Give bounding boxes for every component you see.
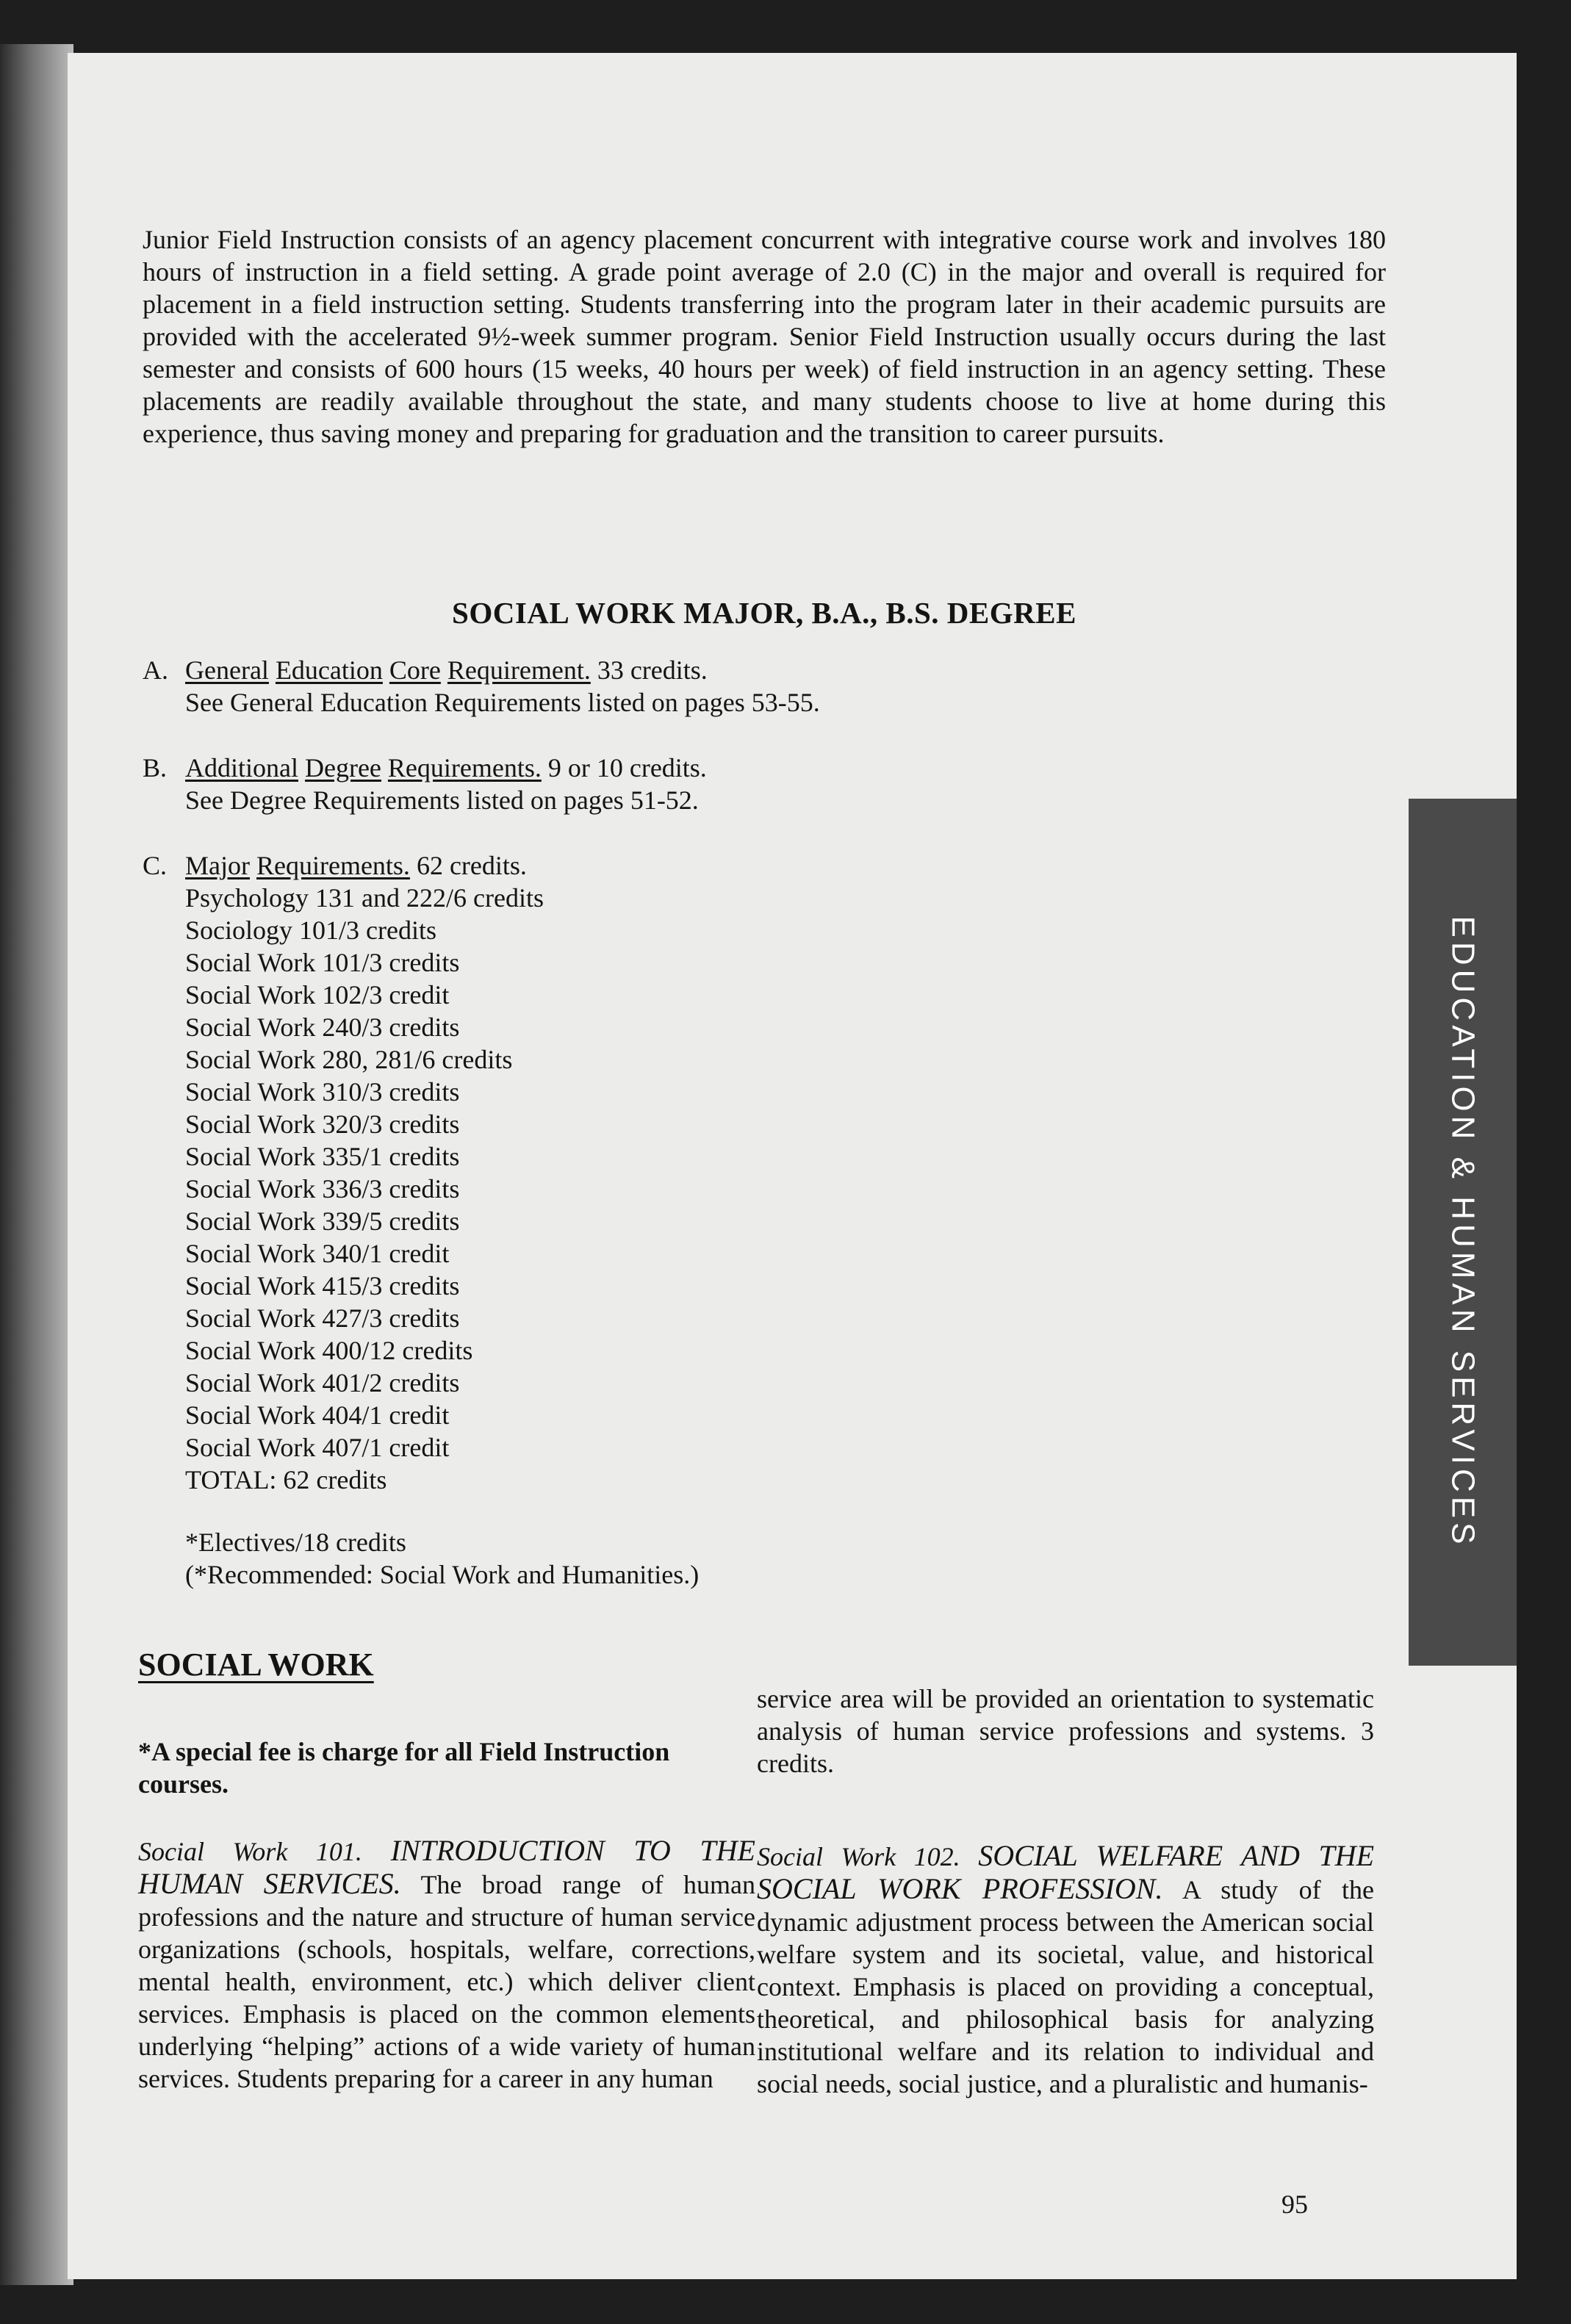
requirement-a (143, 654, 1171, 719)
requirement-letter: A. (143, 655, 168, 685)
course-list-item: Social Work 102/3 credit (185, 980, 450, 1010)
course-list-item: Social Work 415/3 credits (185, 1271, 460, 1300)
course-list-item: Social Work 401/2 credits (185, 1368, 460, 1397)
requirement-c (143, 849, 1171, 1496)
section-side-tab (1409, 799, 1517, 1666)
fee-note: *A special fee is charge for all Field Instruction courses. (138, 1737, 670, 1799)
course-list-item: Social Work 400/12 credits (185, 1336, 473, 1365)
course-description: The broad range of human professions and the nature and structure of human service organizations (schools, hospitals, welfare, corrections, mental health, environment, etc.) which deliver client services. Emphasis is placed on the common elements underlying “helping” actions of a wide variety of human services. Students preparing for a career in any human (138, 1870, 755, 2093)
course-title: INTRODUCTION TO THE HUMAN SERVICES. (138, 1834, 755, 1900)
course-list-item: Social Work 339/5 credits (185, 1206, 460, 1236)
course-list-item: Social Work 427/3 credits (185, 1303, 460, 1333)
requirement-title-word: General (185, 655, 269, 685)
requirement-credits: 62 credits. (416, 851, 527, 880)
page-gutter (0, 44, 73, 2285)
requirement-title-word: Additional (185, 753, 298, 783)
course-list-item: Social Work 280, 281/6 credits (185, 1045, 513, 1074)
requirement-letter: B. (143, 753, 168, 783)
requirement-title-word: Requirement. (447, 655, 591, 685)
intro-paragraph: Junior Field Instruction consists of an agency placement concurrent with integrative course work and involves 180 hours of instruction in a field setting. A grade point average of 2.0 (C) in the major and overall is required for placement in a field instruction setting. Students transferring into the program later in their academic pursuits are provided with the accelerated 9½-week summer program. Senior Field Instruction usually occurs during the last semester and consists of 600 hours (15 weeks, 40 hours per week) of field instruction in an agency setting. These placements are readily available throughout the state, and many students choose to live at home during this experience, thus saving money and preparing for graduation and the transition to career pursuits. (143, 225, 1386, 448)
course-list-item: Psychology 131 and 222/6 credits (185, 883, 544, 913)
requirement-title-word: Core (389, 655, 441, 685)
course-number: Social Work 101. (138, 1837, 362, 1866)
course-list-item: Social Work 340/1 credit (185, 1239, 450, 1268)
course-list-item: Social Work 310/3 credits (185, 1077, 460, 1107)
major-heading: SOCIAL WORK MAJOR, B.A., B.S. DEGREE (452, 596, 1076, 630)
course-total: TOTAL: 62 credits (185, 1465, 387, 1494)
course-list-item: Social Work 336/3 credits (185, 1174, 460, 1204)
course-list-item: Social Work 240/3 credits (185, 1012, 460, 1042)
requirement-title-word: Education (275, 655, 383, 685)
side-tab-label: EDUCATION & HUMAN SERVICES (1445, 915, 1481, 1549)
document-page (68, 53, 1517, 2279)
course-101-continued: service area will be provided an orientation to systematic analysis of human service professions and systems. 3 credits. (757, 1684, 1374, 1778)
course-list-item: Social Work 404/1 credit (185, 1400, 450, 1430)
requirement-note: See Degree Requirements listed on pages 51-52. (185, 785, 699, 815)
course-number: Social Work 102. (757, 1842, 960, 1871)
requirement-title-word: Degree (304, 753, 381, 783)
course-101-entry (138, 1835, 755, 2095)
requirement-title-word: Requirements. (256, 851, 410, 880)
course-list-item: Social Work 335/1 credits (185, 1142, 460, 1171)
course-list-item: Social Work 320/3 credits (185, 1109, 460, 1139)
section-title: SOCIAL WORK (138, 1647, 374, 1683)
course-list-item: Sociology 101/3 credits (185, 915, 436, 945)
elective-notes (185, 1526, 699, 1591)
requirement-credits: 33 credits. (597, 655, 708, 685)
requirement-title-word: Major (185, 851, 250, 880)
requirement-letter: C. (143, 851, 168, 880)
page-number: 95 (1281, 2190, 1308, 2219)
requirement-credits: 9 or 10 credits. (547, 753, 707, 783)
recommended-line: (*Recommended: Social Work and Humanities.) (185, 1560, 700, 1589)
requirement-title-word: Requirements. (387, 753, 542, 783)
requirement-note: See General Education Requirements listed on pages 53-55. (185, 688, 820, 717)
course-102-entry (757, 1840, 1374, 2100)
course-description: A study of the dynamic adjustment process between the American social welfare system and its societal, value, and historical context. Emphasis is placed on providing a conceptual, theoretical, and philosophical basis for analyzing institutional welfare and its relation to individual and social needs, social justice, and a pluralistic and humanis- (757, 1875, 1375, 2098)
electives-line: *Electives/18 credits (185, 1528, 406, 1557)
major-course-list (143, 882, 1171, 1496)
course-title: SOCIAL WELFARE AND THE SOCIAL WORK PROFESSION. (757, 1839, 1375, 1905)
requirement-b (143, 752, 1171, 816)
course-list-item: Social Work 101/3 credits (185, 948, 460, 977)
course-list-item: Social Work 407/1 credit (185, 1433, 450, 1462)
